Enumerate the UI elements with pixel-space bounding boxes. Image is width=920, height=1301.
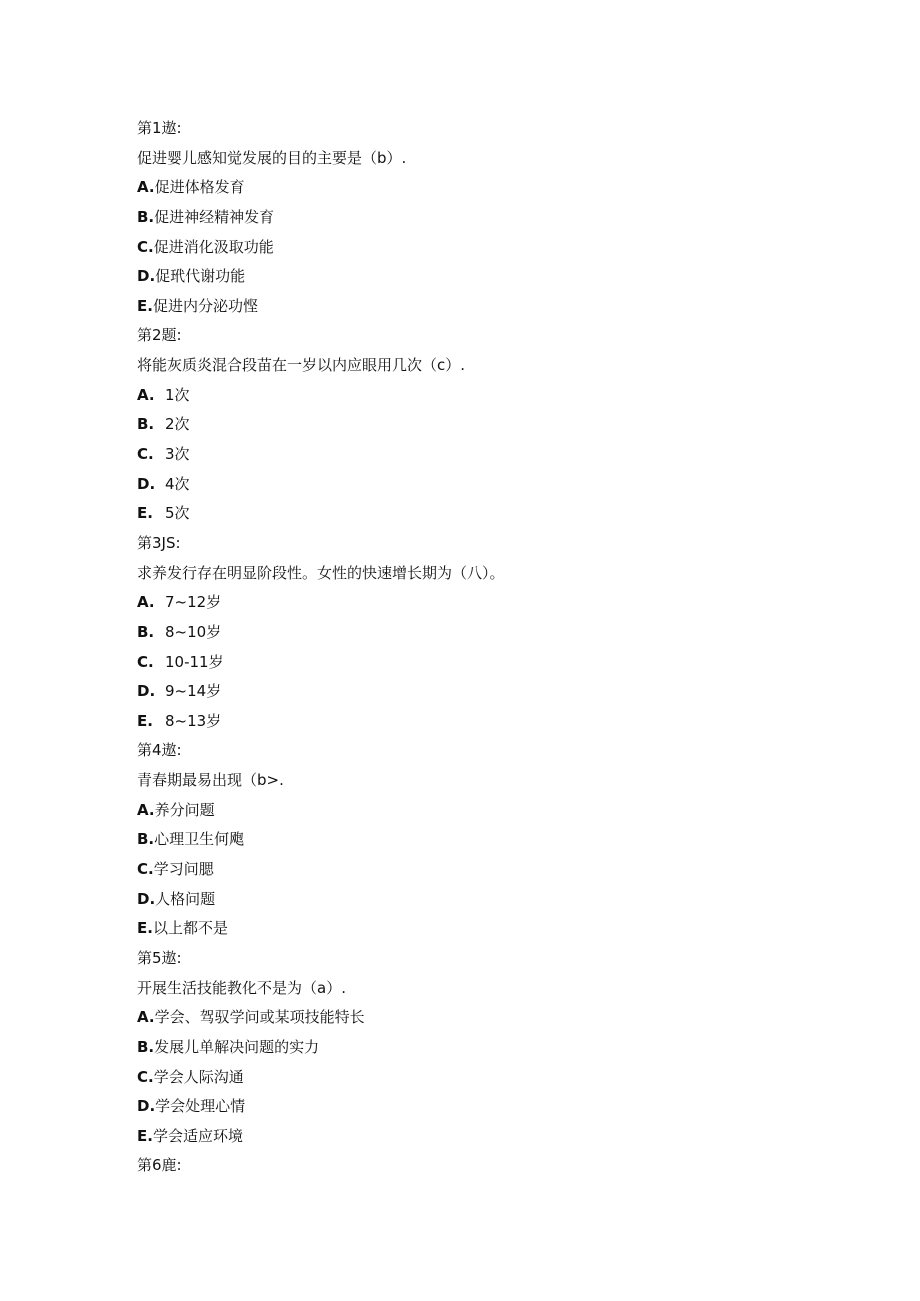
question-1-option-b [137, 205, 837, 235]
question-3-option-d [137, 679, 837, 709]
question-2-option-b [137, 412, 837, 442]
option-text: 学会、驾驭学问或某项技能特长 [154, 1008, 365, 1027]
option-letter: D. [137, 1097, 156, 1116]
question-4-option-c [137, 857, 837, 887]
question-4-option-e [137, 916, 837, 946]
option-letter: E. [137, 711, 153, 730]
option-letter: B. [137, 1037, 155, 1056]
question-5-option-b [137, 1035, 837, 1065]
option-letter: E. [137, 919, 153, 938]
option-text: 学会适应环境 [152, 1126, 243, 1145]
option-text: 人格问题 [155, 889, 216, 908]
option-text: 发展儿单解决问题的实力 [154, 1037, 320, 1056]
question-6-heading: 第6鹿: [137, 1156, 182, 1175]
option-text: 促进神经精神发育 [154, 207, 275, 226]
option-text: 促进消化汲取功能 [153, 237, 274, 256]
question-1-heading: 第1遨: [137, 119, 182, 137]
option-letter: D. [137, 682, 156, 701]
question-5-text: 开展生活技能教化不是为（a）. [137, 978, 346, 997]
option-letter: B. [137, 207, 155, 226]
option-letter: C. [137, 445, 154, 464]
option-text: 8~10岁 [165, 622, 222, 641]
question-1-option-d [137, 264, 837, 294]
question-2-option-d [137, 472, 837, 502]
option-letter: C. [137, 1067, 154, 1086]
option-letter: A. [137, 800, 155, 819]
option-letter: D. [137, 267, 156, 286]
question-3-option-b [137, 620, 837, 650]
option-text: 7~12岁 [165, 593, 222, 612]
option-letter: C. [137, 237, 154, 256]
option-letter: C. [137, 860, 154, 879]
option-letter: E. [137, 504, 153, 523]
option-text: 以上都不是 [152, 919, 228, 938]
question-2-option-c [137, 442, 837, 472]
option-text: 促玳代谢功能 [155, 267, 246, 286]
question-2-heading: 第2题: [137, 326, 182, 345]
question-1-option-e [137, 294, 837, 324]
question-1-text: 促进婴儿感知觉发展的目的主要是（b）. [137, 148, 407, 167]
option-text: 学会处理心情 [155, 1097, 246, 1116]
question-4-option-d [137, 887, 837, 917]
option-letter: A. [137, 593, 155, 612]
question-3-heading: 第3JS: [137, 533, 181, 552]
option-letter: B. [137, 830, 155, 849]
option-letter: A. [137, 178, 155, 197]
option-text: 2次 [165, 415, 190, 434]
option-text: 学习问腮 [153, 860, 214, 879]
option-text: 9~14岁 [165, 682, 222, 701]
question-1-option-c [137, 235, 837, 265]
option-letter: B. [137, 622, 155, 641]
option-text: 3次 [165, 445, 190, 464]
option-letter: D. [137, 474, 156, 493]
question-3-option-e [137, 709, 837, 739]
option-letter: C. [137, 652, 154, 671]
question-5-option-c [137, 1065, 837, 1095]
option-letter: B. [137, 415, 155, 434]
exam-document [137, 116, 837, 1183]
option-text: 1次 [165, 385, 190, 404]
question-4-text: 青春期最易出现（b>. [137, 771, 284, 790]
question-3-option-c [137, 650, 837, 680]
option-text: 心理卫生何飑 [154, 830, 245, 849]
question-4-heading: 第4遨: [137, 741, 182, 760]
option-text: 5次 [165, 504, 190, 523]
question-5-option-a [137, 1005, 837, 1035]
option-text: 促进内分泌功悭 [152, 296, 258, 315]
question-3-option-a [137, 590, 837, 620]
option-text: 10-11岁 [165, 652, 224, 671]
option-letter: E. [137, 1126, 153, 1145]
option-text: 养分问题 [154, 800, 215, 819]
option-text: 促进体格发育 [154, 178, 245, 197]
question-2-option-a [137, 383, 837, 413]
option-letter: A. [137, 385, 155, 404]
question-4-option-a [137, 798, 837, 828]
option-text: 4次 [165, 474, 190, 493]
question-5-option-e [137, 1124, 837, 1154]
question-5-option-d [137, 1094, 837, 1124]
option-letter: A. [137, 1008, 155, 1027]
question-2-option-e [137, 501, 837, 531]
question-4-option-b [137, 827, 837, 857]
question-2-text: 将能灰质炎混合段苗在一岁以内应眼用几次（c）. [137, 356, 466, 375]
option-letter: E. [137, 296, 153, 315]
question-3-text: 求养发行存在明显阶段性。女性的快速增长期为（八）。 [137, 563, 505, 582]
option-letter: D. [137, 889, 156, 908]
option-text: 8~13岁 [165, 711, 222, 730]
question-5-heading: 第5遨: [137, 948, 182, 967]
option-text: 学会人际沟通 [153, 1067, 244, 1086]
question-1-option-a [137, 175, 837, 205]
